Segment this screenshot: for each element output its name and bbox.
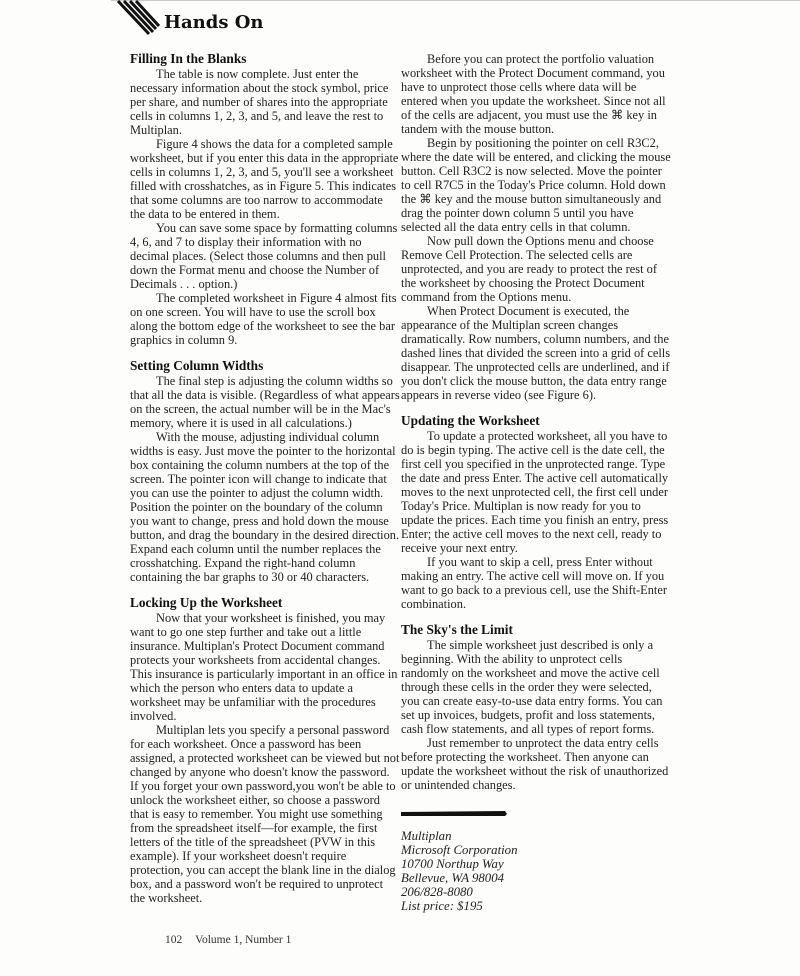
diagonal-hatch-icon (111, 0, 161, 40)
paragraph: The completed worksheet in Figure 4 almost fits on one screen. You will have to use the scroll box along the bottom edge of the worksheet to see the bar graphics in column 9. (130, 291, 397, 347)
paragraph: Multiplan lets you specify a personal password for each worksheet. Once a password has been assigned, a protected worksheet can be viewed but not changed by anyone who doesn't know the password. If you forget your own password,you won't be able to unlock the worksheet either, so choose a password that is easy to remember. You might use something from the spreadsheet itself—for example, the first letters of the title of the spreadsheet (PVW in this example). If your worksheet doesn't require protection, you can accept the blank line in the dialog box, and a password won't be required to unprotect the worksheet. (130, 723, 400, 905)
paragraph: The table is now complete. Just enter the necessary information about the stock symbol, price per share, and number of shares into the appropriate cells in columns 1, 2, 3, and 5, and leave the rest to Multiplan. (130, 67, 389, 137)
paragraph: Begin by positioning the pointer on cell R3C2, where the date will be entered, and clicking the mouse button. Cell R3C2 is now selected. Move the pointer to cell R7C5 in the Today's Price column. Hold down the ⌘ key and the mouse button simultaneously and drag the pointer down column 5 until you have selected all the data entry cells in that column. (401, 136, 671, 234)
paragraph: With the mouse, adjusting individual column widths is easy. Just move the pointer to the horizontal box containing the column numbers at the top of the screen. The pointer icon will change to indicate that you can use the pointer to adjust the column width. Position the pointer on the boundary of the column you want to change, press and hold down the mouse button, and drag the boundary in the desired direction. Expand each column until the number replaces the crosshatching. Expand the right-hand column containing the bar graphs to 30 or 40 characters. (130, 430, 400, 584)
paragraph: The simple worksheet just described is only a beginning. With the ability to unprotect cells randomly on the worksheet and move the active cell through these cells in the order they were selected, you can create easy-to-use data entry forms. You can set up invoices, budgets, profit and loss statements, cash flow statements, and all types of report forms. (401, 638, 663, 736)
paragraph: When Protect Document is executed, the appearance of the Multiplan screen changes dramatically. Row numbers, column numbers, and the dashed lines that divided the screen into a grid of cells disappear. The unprotected cells are underlined, and if you don't click the mouse button, the data entry range appears in reverse video (see Figure 6). (401, 304, 671, 402)
product-price: List price: $195 (401, 899, 483, 913)
paragraph: Figure 4 shows the data for a completed sample worksheet, but if you enter this data in the appropriate cells in columns 1, 2, 3, and 5, you'll see a worksheet filled with crosshatches, as in Figure 5. This indicates that some columns are too narrow to accommodate the data to be entered in them. (130, 137, 399, 221)
section-label: Hands On (164, 12, 264, 33)
product-phone: 206/828-8080 (401, 885, 473, 899)
paragraph: If you want to skip a cell, press Enter without making an entry. The active cell will move on. If you want to go back to a previous cell, use the Shift-Enter combination. (401, 555, 667, 611)
product-city: Bellevue, WA 98004 (401, 871, 504, 885)
product-company: Microsoft Corporation (401, 843, 518, 857)
product-street: 10700 Northup Way (401, 857, 504, 871)
paragraph: Now that your worksheet is finished, you may want to go one step further and take out a little insurance. Multiplan's Protect Document command protects your worksheets from accidental changes. This insurance is particularly important in an office in which the person who enters data to update a worksheet may be unfamiliar with the procedures involved. (130, 611, 398, 723)
paragraph: Just remember to unprotect the data entry cells before protecting the worksheet. Then anyone can update the worksheet without the risk of unauthorized or unintended changes. (401, 736, 669, 792)
page-footer (165, 934, 291, 946)
heading-locking-up-worksheet: Locking Up the Worksheet (130, 595, 283, 610)
paragraph: To update a protected worksheet, all you have to do is begin typing. The active cell is the date cell, the first cell you specified in the unprotected range. Type the date and press Enter. The active cell automatically moves to the next unprotected cell, the first cell under Today's Price. Multiplan is now ready for you to update the prices. Each time you finish an entry, press Enter; the active cell moves to the next cell, ready to receive your next entry. (401, 429, 669, 555)
product-name: Multiplan (401, 829, 452, 843)
header-rule (111, 0, 800, 1)
product-info (401, 829, 671, 913)
paragraph: You can save some space by formatting columns 4, 6, and 7 to display their information with no decimal places. (Select those columns and then pull down the Format menu and choose the Number of Decimals . . . option.) (130, 221, 398, 291)
heading-updating-worksheet: Updating the Worksheet (401, 413, 540, 428)
right-column (401, 52, 671, 913)
left-column (130, 52, 400, 905)
heading-filling-in-blanks: Filling In the Blanks (130, 51, 247, 66)
issue-label: Volume 1, Number 1 (195, 934, 292, 946)
heading-skys-the-limit: The Sky's the Limit (401, 622, 513, 637)
paragraph: Before you can protect the portfolio valuation worksheet with the Protect Document command, you have to unprotect those cells where data will be entered when you update the worksheet. Since not all of the cells are adjacent, you must use the ⌘ key in tandem with the mouse button. (401, 52, 666, 136)
paragraph: Now pull down the Options menu and choose Remove Cell Protection. The selected cells are unprotected, and you are ready to protect the rest of the worksheet by choosing the Protect Document command from the Options menu. (401, 234, 657, 304)
page-header (111, 0, 800, 40)
product-info-rule (401, 810, 507, 818)
page-number: 102 (165, 934, 183, 946)
heading-setting-column-widths: Setting Column Widths (130, 358, 264, 373)
paragraph: The final step is adjusting the column widths so that all the data is visible. (Regardless of what appears on the screen, the actual number will be in the Mac's memory, where it is used in all calculations.) (130, 374, 400, 430)
